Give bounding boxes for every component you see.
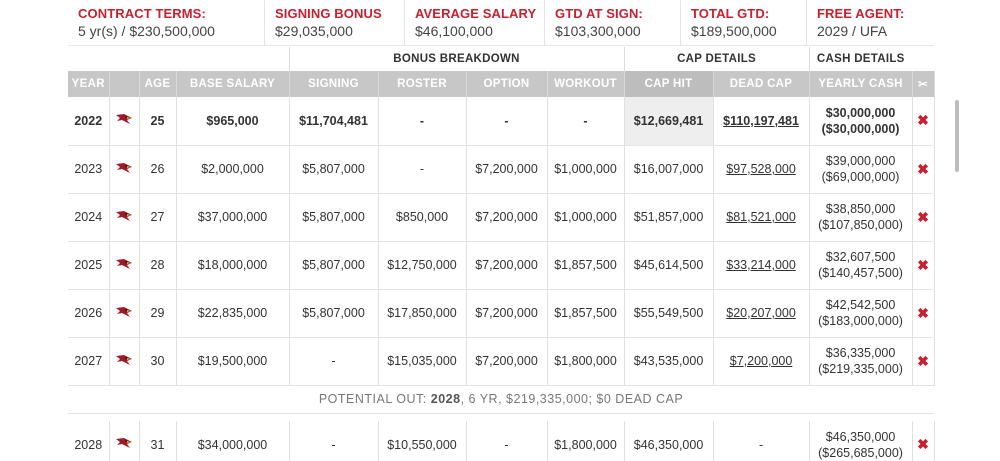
year-cell: 2024 xyxy=(68,193,109,241)
group-cap-details: CAP DETAILS xyxy=(624,47,809,71)
option-cell: $7,200,000 xyxy=(466,289,547,337)
contract-terms-value: 5 yr(s) / $230,500,000 xyxy=(78,23,215,39)
header-cap-hit[interactable]: CAP HIT xyxy=(624,71,713,97)
gtd-at-sign-value: $103,300,000 xyxy=(555,23,641,39)
total-gtd-label: TOTAL GTD: xyxy=(691,6,770,21)
table-row xyxy=(68,421,934,461)
table-row xyxy=(68,145,934,193)
signing-bonus-label: SIGNING BONUS xyxy=(275,6,382,21)
signing-cell: $5,807,000 xyxy=(289,145,378,193)
team-logo-cell xyxy=(109,193,139,241)
signing-cell: $5,807,000 xyxy=(289,241,378,289)
cap-hit-cell: $43,535,000 xyxy=(624,337,713,385)
header-roster[interactable]: ROSTER xyxy=(378,71,466,97)
yearly-cash-cell xyxy=(809,97,912,145)
yearly-cash-cell xyxy=(809,421,912,461)
remove-cell xyxy=(912,145,934,193)
workout-cell: $1,800,000 xyxy=(547,337,624,385)
remove-cell xyxy=(912,289,934,337)
dead-cap-cell xyxy=(713,193,809,241)
age-cell: 30 xyxy=(139,337,176,385)
x-icon[interactable]: ✖ xyxy=(917,304,929,321)
cumulative-cash-value: ($107,850,000) xyxy=(818,218,903,232)
cap-hit-cell: $51,857,000 xyxy=(624,193,713,241)
x-icon[interactable]: ✖ xyxy=(917,256,929,273)
total-gtd xyxy=(681,0,807,45)
table-row xyxy=(68,241,934,289)
free-agent xyxy=(807,0,934,45)
dead-cap-cell xyxy=(713,241,809,289)
option-cell: $7,200,000 xyxy=(466,241,547,289)
signing-cell: - xyxy=(289,421,378,461)
workout-cell: $1,000,000 xyxy=(547,145,624,193)
potential-out-text xyxy=(68,385,934,413)
age-cell: 27 xyxy=(139,193,176,241)
total-gtd-value: $189,500,000 xyxy=(691,23,777,39)
table-row xyxy=(68,289,934,337)
cap-hit-cell: $16,007,000 xyxy=(624,145,713,193)
cap-hit-cell: $12,669,481 xyxy=(624,97,713,145)
contract-summary xyxy=(68,0,934,46)
cumulative-cash-value: ($69,000,000) xyxy=(821,170,900,184)
average-salary-value: $46,100,000 xyxy=(415,23,493,39)
gtd-at-sign-label: GTD AT SIGN: xyxy=(555,6,643,21)
column-header-row xyxy=(68,71,934,97)
dead-cap-cell xyxy=(713,145,809,193)
cardinal-bird-icon xyxy=(115,306,133,318)
age-cell: 25 xyxy=(139,97,176,145)
team-logo-cell xyxy=(109,289,139,337)
yearly-cash-cell xyxy=(809,337,912,385)
workout-cell: $1,000,000 xyxy=(547,193,624,241)
yearly-cash-value: $30,000,000 xyxy=(825,105,896,120)
base-salary-cell: $34,000,000 xyxy=(176,421,289,461)
column-group-row xyxy=(68,47,934,71)
remove-cell xyxy=(912,193,934,241)
yearly-cash-cell xyxy=(809,241,912,289)
age-cell: 31 xyxy=(139,421,176,461)
dead-cap-link[interactable]: $110,197,481 xyxy=(723,113,799,128)
roster-cell: - xyxy=(378,145,466,193)
roster-cell: $17,850,000 xyxy=(378,289,466,337)
dead-cap-cell xyxy=(713,337,809,385)
year-cell: 2025 xyxy=(68,241,109,289)
header-workout[interactable]: WORKOUT xyxy=(547,71,624,97)
year-cell: 2022 xyxy=(68,97,109,145)
table-row xyxy=(68,97,934,145)
team-logo-cell xyxy=(109,145,139,193)
age-cell: 29 xyxy=(139,289,176,337)
signing-cell: $11,704,481 xyxy=(289,97,378,145)
option-cell: - xyxy=(466,97,547,145)
scissors-icon[interactable]: ✂ xyxy=(912,71,934,97)
signing-cell: - xyxy=(289,337,378,385)
cap-hit-cell: $45,614,500 xyxy=(624,241,713,289)
remove-cell xyxy=(912,421,934,461)
cardinal-bird-icon xyxy=(115,437,133,449)
x-icon[interactable]: ✖ xyxy=(917,208,929,225)
group-blank-end xyxy=(912,47,934,71)
option-cell: - xyxy=(466,421,547,461)
signing-cell: $5,807,000 xyxy=(289,193,378,241)
team-logo-cell xyxy=(109,97,139,145)
remove-cell xyxy=(912,97,934,145)
header-age[interactable]: AGE xyxy=(139,71,176,97)
contract-terms xyxy=(68,0,265,45)
yearly-cash-value: $46,350,000 xyxy=(825,429,896,444)
table-row xyxy=(68,193,934,241)
yearly-cash-cell xyxy=(809,145,912,193)
remove-cell xyxy=(912,241,934,289)
workout-cell: $1,800,000 xyxy=(547,421,624,461)
potential-out-details: , 6 YR, $219,335,000; $0 DEAD CAP xyxy=(460,392,684,406)
team-logo-cell xyxy=(109,241,139,289)
group-bonus-breakdown: BONUS BREAKDOWN xyxy=(289,47,624,71)
cardinal-bird-icon xyxy=(115,113,133,125)
spacer-cell xyxy=(68,413,934,421)
year-cell: 2023 xyxy=(68,145,109,193)
potential-out-prefix: POTENTIAL OUT: xyxy=(318,392,431,406)
signing-bonus xyxy=(265,0,405,45)
potential-out-row xyxy=(68,385,934,413)
average-salary xyxy=(405,0,545,45)
age-cell: 28 xyxy=(139,241,176,289)
potential-out-year: 2028 xyxy=(430,392,461,406)
yearly-cash-value: $32,607,500 xyxy=(825,250,896,264)
table-row xyxy=(68,337,934,385)
roster-cell: $850,000 xyxy=(378,193,466,241)
header-base-salary[interactable]: BASE SALARY xyxy=(176,71,289,97)
header-team xyxy=(109,71,139,97)
year-cell: 2028 xyxy=(68,421,109,461)
yearly-cash-cell xyxy=(809,193,912,241)
cardinal-bird-icon xyxy=(115,162,133,174)
dead-cap-link[interactable]: $33,214,000 xyxy=(726,258,796,272)
cardinal-bird-icon xyxy=(115,354,133,366)
age-cell: 26 xyxy=(139,145,176,193)
contract-terms-label: CONTRACT TERMS: xyxy=(78,6,206,21)
signing-bonus-value: $29,035,000 xyxy=(275,23,353,39)
dead-cap-link[interactable]: $20,207,000 xyxy=(726,306,796,320)
yearly-cash-value: $42,542,500 xyxy=(825,298,896,312)
header-signing[interactable]: SIGNING xyxy=(289,71,378,97)
team-logo-cell xyxy=(109,337,139,385)
option-cell: $7,200,000 xyxy=(466,337,547,385)
year-cell: 2027 xyxy=(68,337,109,385)
base-salary-cell: $22,835,000 xyxy=(176,289,289,337)
x-icon[interactable]: ✖ xyxy=(917,112,929,129)
option-cell: $7,200,000 xyxy=(466,193,547,241)
vertical-scrollbar[interactable] xyxy=(955,100,959,172)
cumulative-cash-value: ($265,685,000) xyxy=(818,445,903,460)
year-cell: 2026 xyxy=(68,289,109,337)
roster-cell: $12,750,000 xyxy=(378,241,466,289)
group-cash-details: CASH DETAILS xyxy=(809,47,912,71)
contract-table xyxy=(68,47,935,461)
workout-cell: $1,857,500 xyxy=(547,241,624,289)
gtd-at-sign xyxy=(545,0,681,45)
dead-cap-cell xyxy=(713,97,809,145)
cap-hit-cell: $55,549,500 xyxy=(624,289,713,337)
base-salary-cell: $19,500,000 xyxy=(176,337,289,385)
base-salary-cell: $37,000,000 xyxy=(176,193,289,241)
roster-cell: $10,550,000 xyxy=(378,421,466,461)
cumulative-cash-value: ($219,335,000) xyxy=(818,362,903,376)
free-agent-label: FREE AGENT: xyxy=(817,6,905,21)
dead-cap-cell: - xyxy=(713,421,809,461)
yearly-cash-value: $38,850,000 xyxy=(825,202,896,216)
workout-cell: - xyxy=(547,97,624,145)
x-icon[interactable]: ✖ xyxy=(917,160,929,177)
dead-cap-link[interactable]: $7,200,000 xyxy=(729,354,793,368)
dead-cap-link[interactable]: $97,528,000 xyxy=(726,162,796,176)
header-option[interactable]: OPTION xyxy=(466,71,547,97)
x-icon[interactable]: ✖ xyxy=(917,436,929,453)
cap-hit-cell: $46,350,000 xyxy=(624,421,713,461)
average-salary-label: AVERAGE SALARY xyxy=(415,6,537,21)
header-year[interactable]: YEAR xyxy=(68,71,109,97)
group-blank xyxy=(68,47,289,71)
signing-cell: $5,807,000 xyxy=(289,289,378,337)
yearly-cash-value: $39,000,000 xyxy=(825,154,896,168)
option-cell: $7,200,000 xyxy=(466,145,547,193)
x-icon[interactable]: ✖ xyxy=(917,352,929,369)
header-dead-cap[interactable]: DEAD CAP xyxy=(713,71,809,97)
free-agent-value: 2029 / UFA xyxy=(817,23,888,39)
cardinal-bird-icon xyxy=(115,258,133,270)
workout-cell: $1,857,500 xyxy=(547,289,624,337)
base-salary-cell: $18,000,000 xyxy=(176,241,289,289)
yearly-cash-value: $36,335,000 xyxy=(825,346,896,360)
header-yearly-cash[interactable]: YEARLY CASH xyxy=(809,71,912,97)
spacer-row xyxy=(68,413,934,421)
team-logo-cell xyxy=(109,421,139,461)
dead-cap-link[interactable]: $81,521,000 xyxy=(726,210,796,224)
remove-cell xyxy=(912,337,934,385)
cumulative-cash-value: ($183,000,000) xyxy=(818,314,903,328)
base-salary-cell: $965,000 xyxy=(176,97,289,145)
cumulative-cash-value: ($140,457,500) xyxy=(818,266,903,280)
roster-cell: - xyxy=(378,97,466,145)
dead-cap-cell xyxy=(713,289,809,337)
yearly-cash-cell xyxy=(809,289,912,337)
cardinal-bird-icon xyxy=(115,210,133,222)
cumulative-cash-value: ($30,000,000) xyxy=(821,121,900,136)
roster-cell: $15,035,000 xyxy=(378,337,466,385)
base-salary-cell: $2,000,000 xyxy=(176,145,289,193)
